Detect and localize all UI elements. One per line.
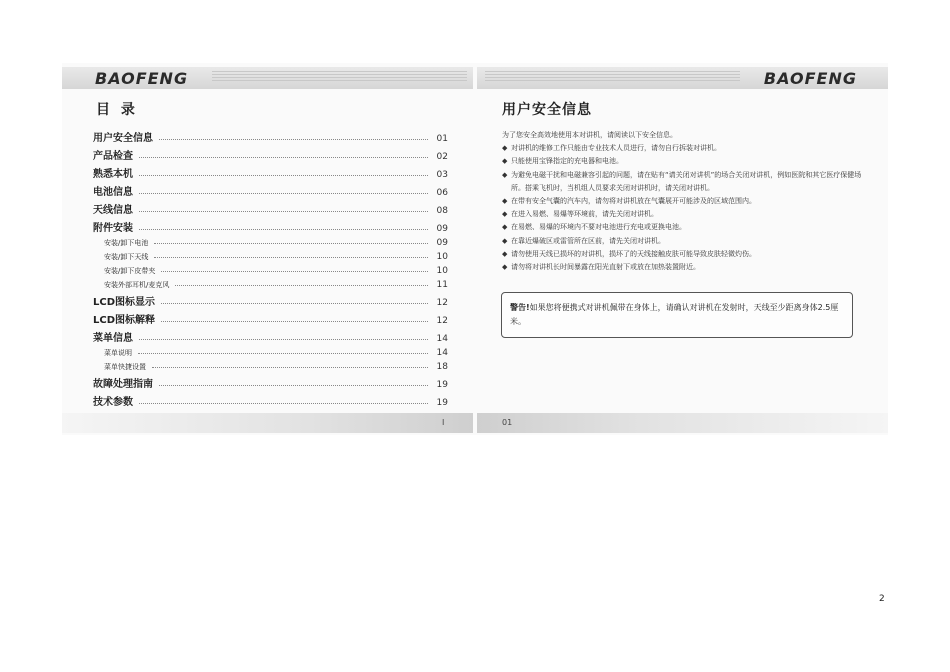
toc-entry: [93, 276, 448, 290]
toc-entry-page: 12: [436, 298, 448, 308]
toc-entry: [93, 126, 448, 144]
toc-entry-label: 安装外部耳机/麦克风: [104, 281, 170, 289]
toc-entry-page: 09: [436, 224, 448, 234]
toc-entry-page: 09: [436, 238, 448, 248]
safety-bullet: [502, 261, 872, 274]
toc-leader-dots: [139, 229, 428, 230]
toc-leader-dots: [139, 339, 428, 340]
toc-entry: [93, 248, 448, 262]
toc-leader-dots: [175, 285, 428, 286]
toc-entry-page: 01: [436, 134, 448, 144]
safety-page: [477, 63, 888, 435]
toc-entry: [93, 358, 448, 372]
safety-bullet-text: 请勿将对讲机长时间暴露在阳光直射下或放在加热装置附近。: [511, 263, 700, 272]
toc-entry-label: 熟悉本机: [93, 169, 133, 180]
toc-entry-label: 附件安装: [93, 223, 133, 234]
toc-entry: [93, 198, 448, 216]
toc-leader-dots: [139, 157, 428, 158]
toc-entry: [93, 344, 448, 358]
safety-bullet: [502, 248, 872, 261]
diamond-bullet-icon: ◆: [502, 157, 508, 166]
toc-entry-page: 18: [436, 362, 448, 372]
toc-entry-label: 安装/卸下皮带夹: [104, 267, 156, 275]
toc-leader-dots: [161, 321, 428, 322]
toc-leader-dots: [159, 385, 428, 386]
diamond-bullet-icon: ◆: [502, 197, 508, 206]
safety-bullet: [502, 195, 872, 208]
footer-band: [62, 413, 473, 433]
toc-entry: [93, 162, 448, 180]
warning-title: 警告!: [510, 303, 530, 312]
toc-leader-dots: [159, 139, 428, 140]
safety-bullet: [502, 169, 872, 195]
toc-entry-page: 19: [436, 380, 448, 390]
toc-entry-page: 10: [436, 252, 448, 262]
safety-bullet: [502, 142, 872, 155]
toc-leader-dots: [139, 193, 428, 194]
toc-leader-dots: [139, 403, 428, 404]
toc-entry-label: 菜单信息: [93, 333, 133, 344]
safety-bullet-text: 只能使用宝锋指定的充电器和电池。: [511, 157, 623, 166]
toc-leader-dots: [161, 271, 428, 272]
diamond-bullet-icon: ◆: [502, 210, 508, 219]
brand-logo: BAOFENG: [95, 69, 189, 88]
toc-entry-page: 02: [436, 152, 448, 162]
toc-entry-page: 12: [436, 316, 448, 326]
warning-box: [501, 292, 853, 338]
page-number: 01: [502, 418, 513, 427]
toc-entry: [93, 326, 448, 344]
document-page-number: 2: [879, 594, 885, 604]
toc-entry-page: 10: [436, 266, 448, 276]
safety-bullet: [502, 235, 872, 248]
toc-entry: [93, 216, 448, 234]
toc-entry-label: 菜单快捷设置: [104, 363, 146, 371]
toc-entry-page: 14: [436, 334, 448, 344]
safety-bullet-text: 在带有安全气囊的汽车内，请勿将对讲机放在气囊展开可能涉及的区域范围内。: [511, 197, 756, 206]
toc-entry-label: LCD图标解释: [93, 315, 156, 326]
footer-band: [477, 413, 888, 433]
safety-bullet-list: [502, 142, 872, 274]
safety-bullet: [502, 155, 872, 168]
toc-entry-label: 故障处理指南: [93, 379, 153, 390]
warning-text: 如果您将便携式对讲机佩带在身体上，请确认对讲机在发射时，天线至少距离身体2.5厘米。: [510, 303, 839, 326]
page-title: 用户安全信息: [502, 102, 592, 118]
toc-entry-label: 安装/卸下电池: [104, 239, 149, 247]
toc-entry-label: 安装/卸下天线: [104, 253, 149, 261]
safety-bullet: [502, 208, 872, 221]
toc-entry: [93, 390, 448, 408]
diamond-bullet-icon: ◆: [502, 263, 508, 272]
toc-leader-dots: [161, 303, 428, 304]
diamond-bullet-icon: ◆: [502, 223, 508, 232]
toc-entry: [93, 290, 448, 308]
toc-entry-label: 用户安全信息: [93, 133, 153, 144]
diamond-bullet-icon: ◆: [502, 236, 508, 245]
toc-entry-page: 08: [436, 206, 448, 216]
toc-entry-label: 菜单说明: [104, 349, 132, 357]
safety-bullet-text: 在靠近爆破区或雷管所在区前，请先关闭对讲机。: [511, 236, 665, 245]
table-of-contents: [93, 126, 448, 408]
safety-bullet-text: 在进入易燃、易爆等环境前，请先关闭对讲机。: [511, 210, 658, 219]
toc-page: [62, 63, 473, 435]
toc-entry: [93, 234, 448, 248]
page-title: 目 录: [96, 102, 138, 118]
diamond-bullet-icon: ◆: [502, 249, 508, 258]
safety-info: [502, 129, 872, 274]
toc-entry-page: 06: [436, 188, 448, 198]
toc-leader-dots: [154, 257, 428, 258]
safety-bullet-text: 为避免电磁干扰和电磁兼容引起的问题，请在贴有“请关闭对讲机”的场合关闭对讲机，例如医院和其它医疗保健场所。搭乘飞机时，当机组人员要求关闭对讲机时，请关闭对讲机。: [511, 170, 862, 192]
toc-entry-page: 14: [436, 348, 448, 358]
toc-entry: [93, 180, 448, 198]
diamond-bullet-icon: ◆: [502, 144, 508, 153]
toc-entry: [93, 262, 448, 276]
brand-logo: BAOFENG: [763, 69, 857, 88]
safety-intro: 为了您安全高效地使用本对讲机，请阅读以下安全信息。: [502, 131, 677, 139]
toc-entry: [93, 308, 448, 326]
toc-leader-dots: [139, 211, 428, 212]
safety-bullet-text: 对讲机的维修工作只能由专业技术人员进行，请勿自行拆装对讲机。: [511, 144, 721, 153]
toc-entry: [93, 144, 448, 162]
toc-entry-label: LCD图标显示: [93, 297, 156, 308]
page-number: I: [442, 418, 445, 427]
toc-leader-dots: [152, 367, 428, 368]
toc-entry-label: 技术参数: [93, 397, 133, 408]
safety-bullet-text: 在易燃、易爆的环境内不要对电池进行充电或更换电池。: [511, 223, 686, 232]
toc-leader-dots: [138, 353, 428, 354]
toc-leader-dots: [154, 243, 428, 244]
toc-leader-dots: [139, 175, 428, 176]
toc-entry-label: 天线信息: [93, 205, 133, 216]
toc-entry-label: 产品检查: [93, 151, 133, 162]
toc-entry-page: 19: [436, 398, 448, 408]
toc-entry-label: 电池信息: [93, 187, 133, 198]
manual-spread: [62, 63, 888, 435]
safety-bullet: [502, 221, 872, 234]
safety-bullet-text: 请勿使用天线已损坏的对讲机，损坏了的天线接触皮肤可能导致皮肤轻微灼伤。: [511, 249, 756, 258]
toc-entry-page: 11: [436, 280, 448, 290]
toc-entry: [93, 372, 448, 390]
toc-entry-page: 03: [436, 170, 448, 180]
diamond-bullet-icon: ◆: [502, 170, 508, 179]
